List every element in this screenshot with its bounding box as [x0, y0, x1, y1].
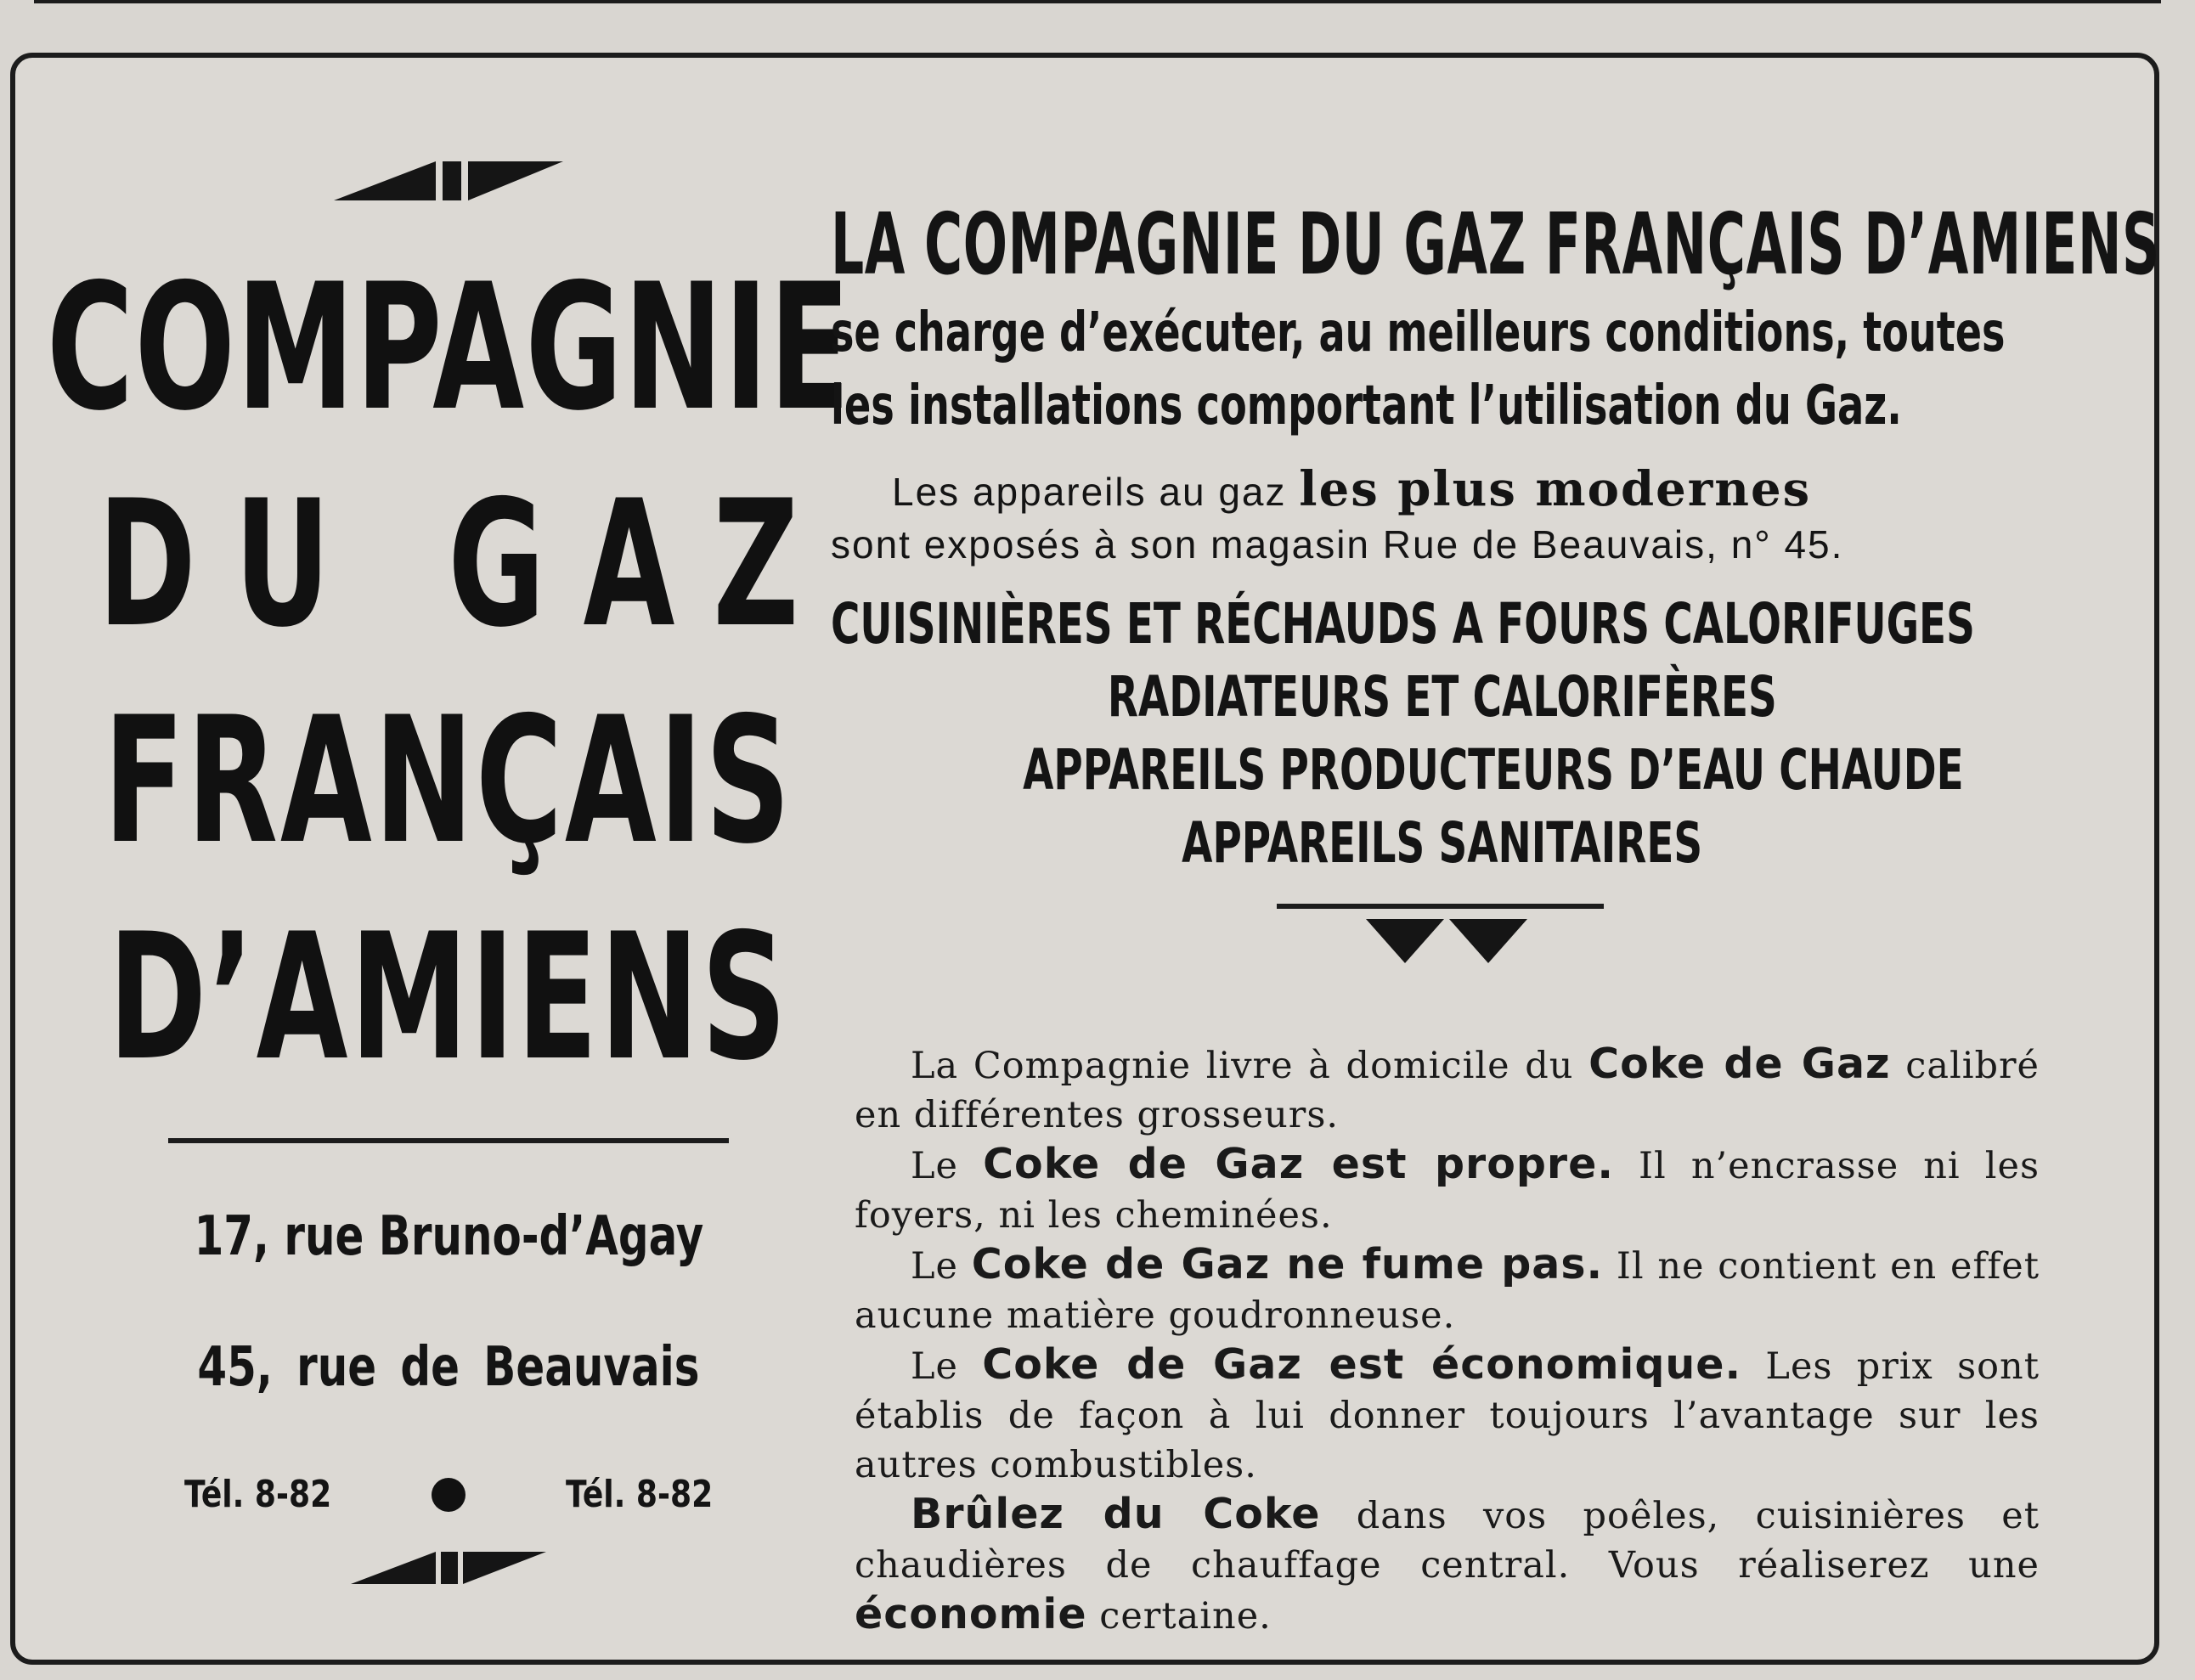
product-list: [831, 591, 2054, 876]
double-triangle-icon: [1366, 916, 1527, 967]
product-line: [831, 737, 2054, 803]
coke-emphasis: Coke de Gaz: [1588, 1040, 1891, 1088]
left-panel: [46, 160, 851, 1638]
title-line-2: DU GAZ: [98, 464, 838, 666]
product-label: CUISINIÈRES ET RÉCHAUDS A FOURS CALORIFUGES: [831, 591, 1975, 657]
address-2: 45, rue de Beauvais: [197, 1336, 700, 1399]
exposition-text: Les appareils au gaz: [892, 470, 1300, 514]
address-1: 17, rue Bruno-d’Agay: [194, 1205, 703, 1268]
bottom-ornament-icon: [351, 1550, 546, 1586]
intro-line-2: les installations comportant l’utilisation du Gaz.: [831, 375, 1902, 437]
coke-paragraph-4: [855, 1340, 2040, 1490]
exposition-highlight: les plus modernes: [1299, 461, 1812, 517]
headline: LA COMPAGNIE DU GAZ FRANÇAIS D’AMIENS: [831, 194, 2160, 294]
telephone-row: [168, 1473, 729, 1516]
coke-paragraph-5: [855, 1490, 2040, 1641]
telephone-left: Tél. 8-82: [184, 1473, 332, 1516]
product-label: APPAREILS SANITAIRES: [1182, 810, 1703, 876]
coke-text: Le: [911, 1145, 984, 1187]
coke-emphasis: Coke de Gaz ne fume pas.: [971, 1240, 1604, 1288]
top-ornament-icon: [334, 160, 563, 202]
section-separator: [831, 904, 2054, 997]
title-line-4: D’AMIENS: [108, 897, 789, 1099]
coke-emphasis: économie: [855, 1590, 1087, 1638]
coke-paragraph-2: [855, 1140, 2040, 1240]
coke-paragraph-1: [855, 1040, 2040, 1140]
coke-paragraph-3: [855, 1240, 2040, 1340]
product-label: RADIATEURS ET CALORIFÈRES: [1108, 664, 1777, 730]
product-line: [831, 591, 2054, 657]
coke-emphasis: Brûlez du Coke: [911, 1490, 1321, 1538]
telephone-right: Tél. 8-82: [565, 1473, 713, 1516]
top-border-line: [34, 0, 2161, 3]
title-line-1: COMPAGNIE: [46, 247, 851, 449]
product-label: APPAREILS PRODUCTEURS D’EAU CHAUDE: [1023, 737, 1964, 803]
product-line: [831, 810, 2054, 876]
bullet-dot-icon: [432, 1478, 466, 1512]
coke-text: Le: [911, 1345, 983, 1388]
coke-text: La Compagnie livre à domicile du: [911, 1045, 1589, 1087]
coke-text: certaine.: [1086, 1595, 1272, 1638]
coke-text: Le: [911, 1245, 972, 1288]
coke-text: Les prix sont établis de façon à lui donner toujours l’avantage sur les autres combustibles.: [855, 1345, 2040, 1486]
right-panel: [831, 194, 2160, 1646]
coke-text: calibré en différentes grosseurs.: [855, 1045, 2040, 1136]
coke-section: [831, 1040, 2040, 1641]
exposition-line-2: sont exposés à son magasin Rue de Beauvais, n° 45.: [831, 522, 1844, 567]
title-line-3: FRANÇAIS: [104, 680, 793, 882]
left-divider: [168, 1138, 729, 1143]
product-line: [831, 664, 2054, 730]
coke-text: dans vos poêles, cuisinières et chaudières de chauffage central. Vous réaliserez une: [855, 1495, 2040, 1587]
coke-text: Il ne contient en effet aucune matière goudronneuse.: [855, 1245, 2040, 1337]
separator-line: [1277, 904, 1604, 909]
coke-emphasis: Coke de Gaz est propre.: [983, 1140, 1614, 1188]
advertisement-frame: [10, 53, 2159, 1665]
coke-emphasis: Coke de Gaz est économique.: [982, 1340, 1742, 1389]
exposition-line-1: [831, 461, 2054, 517]
coke-text: Il n’encrasse ni les foyers, ni les cheminées.: [855, 1145, 2040, 1237]
intro-line-1: se charge d’exécuter, au meilleurs conditions, toutes: [831, 302, 2006, 364]
